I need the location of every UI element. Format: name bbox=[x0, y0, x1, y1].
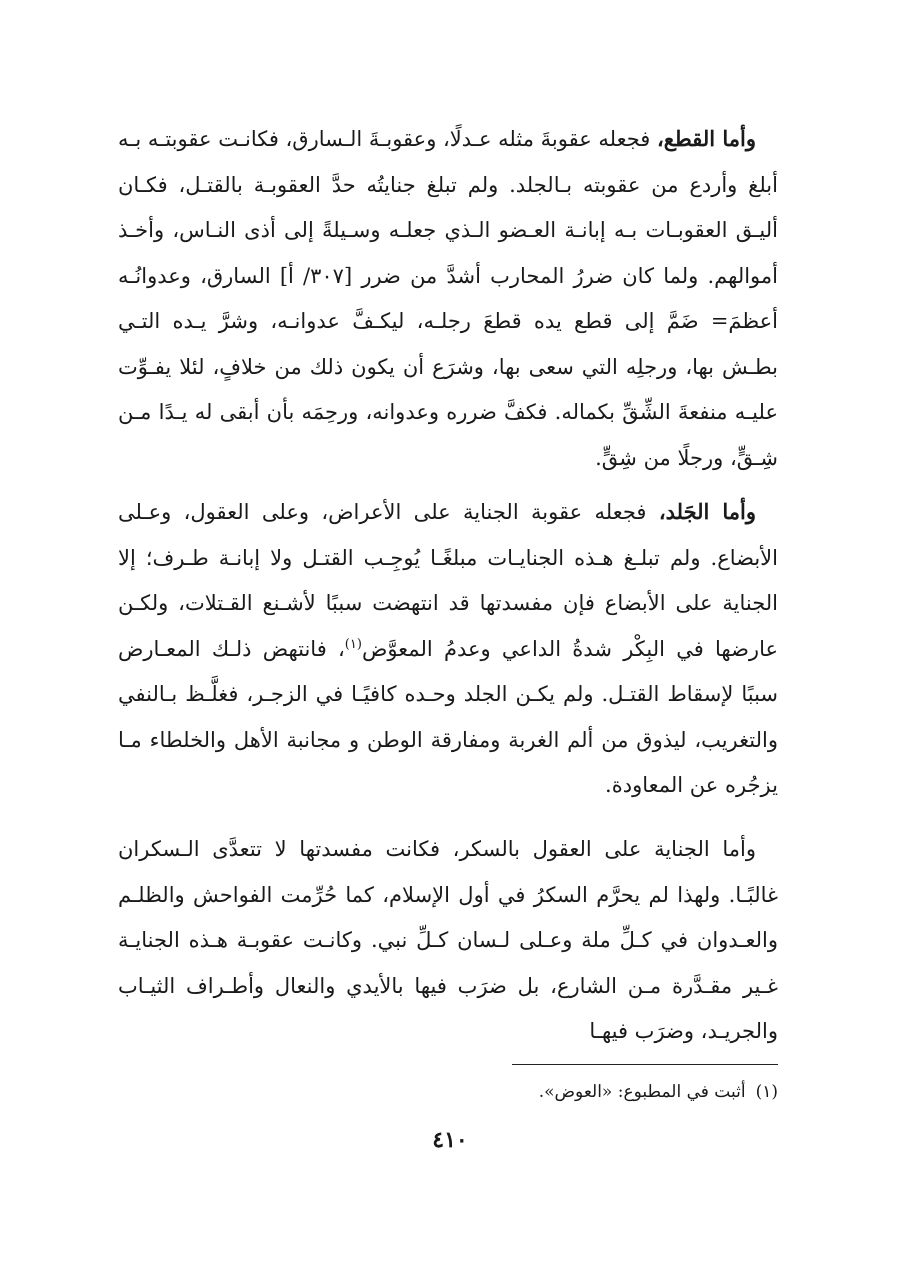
footnote-reference[interactable]: (١) bbox=[344, 636, 362, 652]
paragraph-body: فجعله عقوبةَ مثله عـدلًا، وعقوبـةَ الـسارق، فكانـت عقوبتـه بـه أبلغ وأردع من عقوبته بـالجلد. ولم تبلغ جنايتُه حدَّ العقوبـة بالقتـل، فكـان أليـق العقوبـات بـه إبانـة العـضو الـذي جعلـه وسـيلةً إلى أذى النـاس، وأخـذ أموالهم. ولما كان ضررُ المحارب أشدَّ من ضرر [٣٠٧/ أ] السارق، وعدوانُـه أعظمَ= ضَمَّ إلى قطع يده قطعَ رجلـه، ليكـفَّ عدوانـه، وشرَّ يـده التـي بطـش بها، ورجلِه التي سعى بها، وشرَع أن يكون ذلك من خلافٍ، لئلا يفـوِّت عليـه منفعةَ الشِّقِّ بكماله. فكفَّ ضرره وعدوانه، ورحِمَه بأن أبقى له يـدًا مـن شِـقٍّ، ورجلًا من شِقٍّ. bbox=[118, 127, 778, 470]
paragraph-text bbox=[118, 116, 778, 481]
paragraph-lead-term: وأما الجَلد، bbox=[658, 499, 756, 524]
paragraph-intoxication bbox=[118, 827, 778, 1055]
paragraph-text bbox=[118, 489, 778, 809]
paragraph-body: فجعله عقوبة الجناية على الأعراض، وعلى العقول، وعـلى الأبضاع. ولم تبلـغ هـذه الجنايـات مبلغًـا يُوجِـب القتـل ولا إبانـة طـرف؛ إلا الجناية على الأبضاع فإن مفسدتها قد انتهضت سببًا لأشـنع القـتلات، ولكـن عارضها في البِكْر شدةُ الداعي وعدمُ المعوَّض bbox=[118, 500, 778, 661]
paragraph-body: وأما الجناية على العقول بالسكر، فكانت مفسدتها لا تتعدَّى الـسكران غالبًـا. ولهذا لم يحرَّم السكرُ في أول الإسلام، كما حُرِّمت الفواحش والظلـم والعـدوان في كـلِّ ملة وعـلى لـسان كـلِّ نبي. وكانـت عقوبـة هـذه الجنايـة غـير مقـدَّرة مـن الشارع، بل ضرَب فيها بالأيدي والنعال وأطـراف الثيـاب والجريـد، وضرَب فيهـا bbox=[118, 837, 778, 1043]
paragraph-body-continued: ، فانتهض ذلـك المعـارض سببًا لإسقاط القتـل. ولم يكـن الجلد وحـده كافيًـا في الزجـر، فغلَّـظ بـالنفي والتغريب، ليذوق من ألم الغربة ومفارقة الوطن و مجانبة الأهل والخلطاء مـا يزجُره عن المعاودة. bbox=[118, 636, 778, 797]
paragraph-lead-term: وأما القطع، bbox=[657, 126, 756, 151]
paragraph-flogging bbox=[118, 489, 778, 809]
paragraph-cutting bbox=[118, 116, 778, 481]
footnote-text: أثبت في المطبوع: «العوض». bbox=[538, 1082, 746, 1102]
page-number: ٤١٠ bbox=[432, 1127, 468, 1153]
footnote bbox=[300, 1076, 778, 1108]
paragraph-text bbox=[118, 827, 778, 1055]
footnote-number: (١) bbox=[755, 1082, 778, 1102]
footnote-divider bbox=[512, 1064, 778, 1065]
